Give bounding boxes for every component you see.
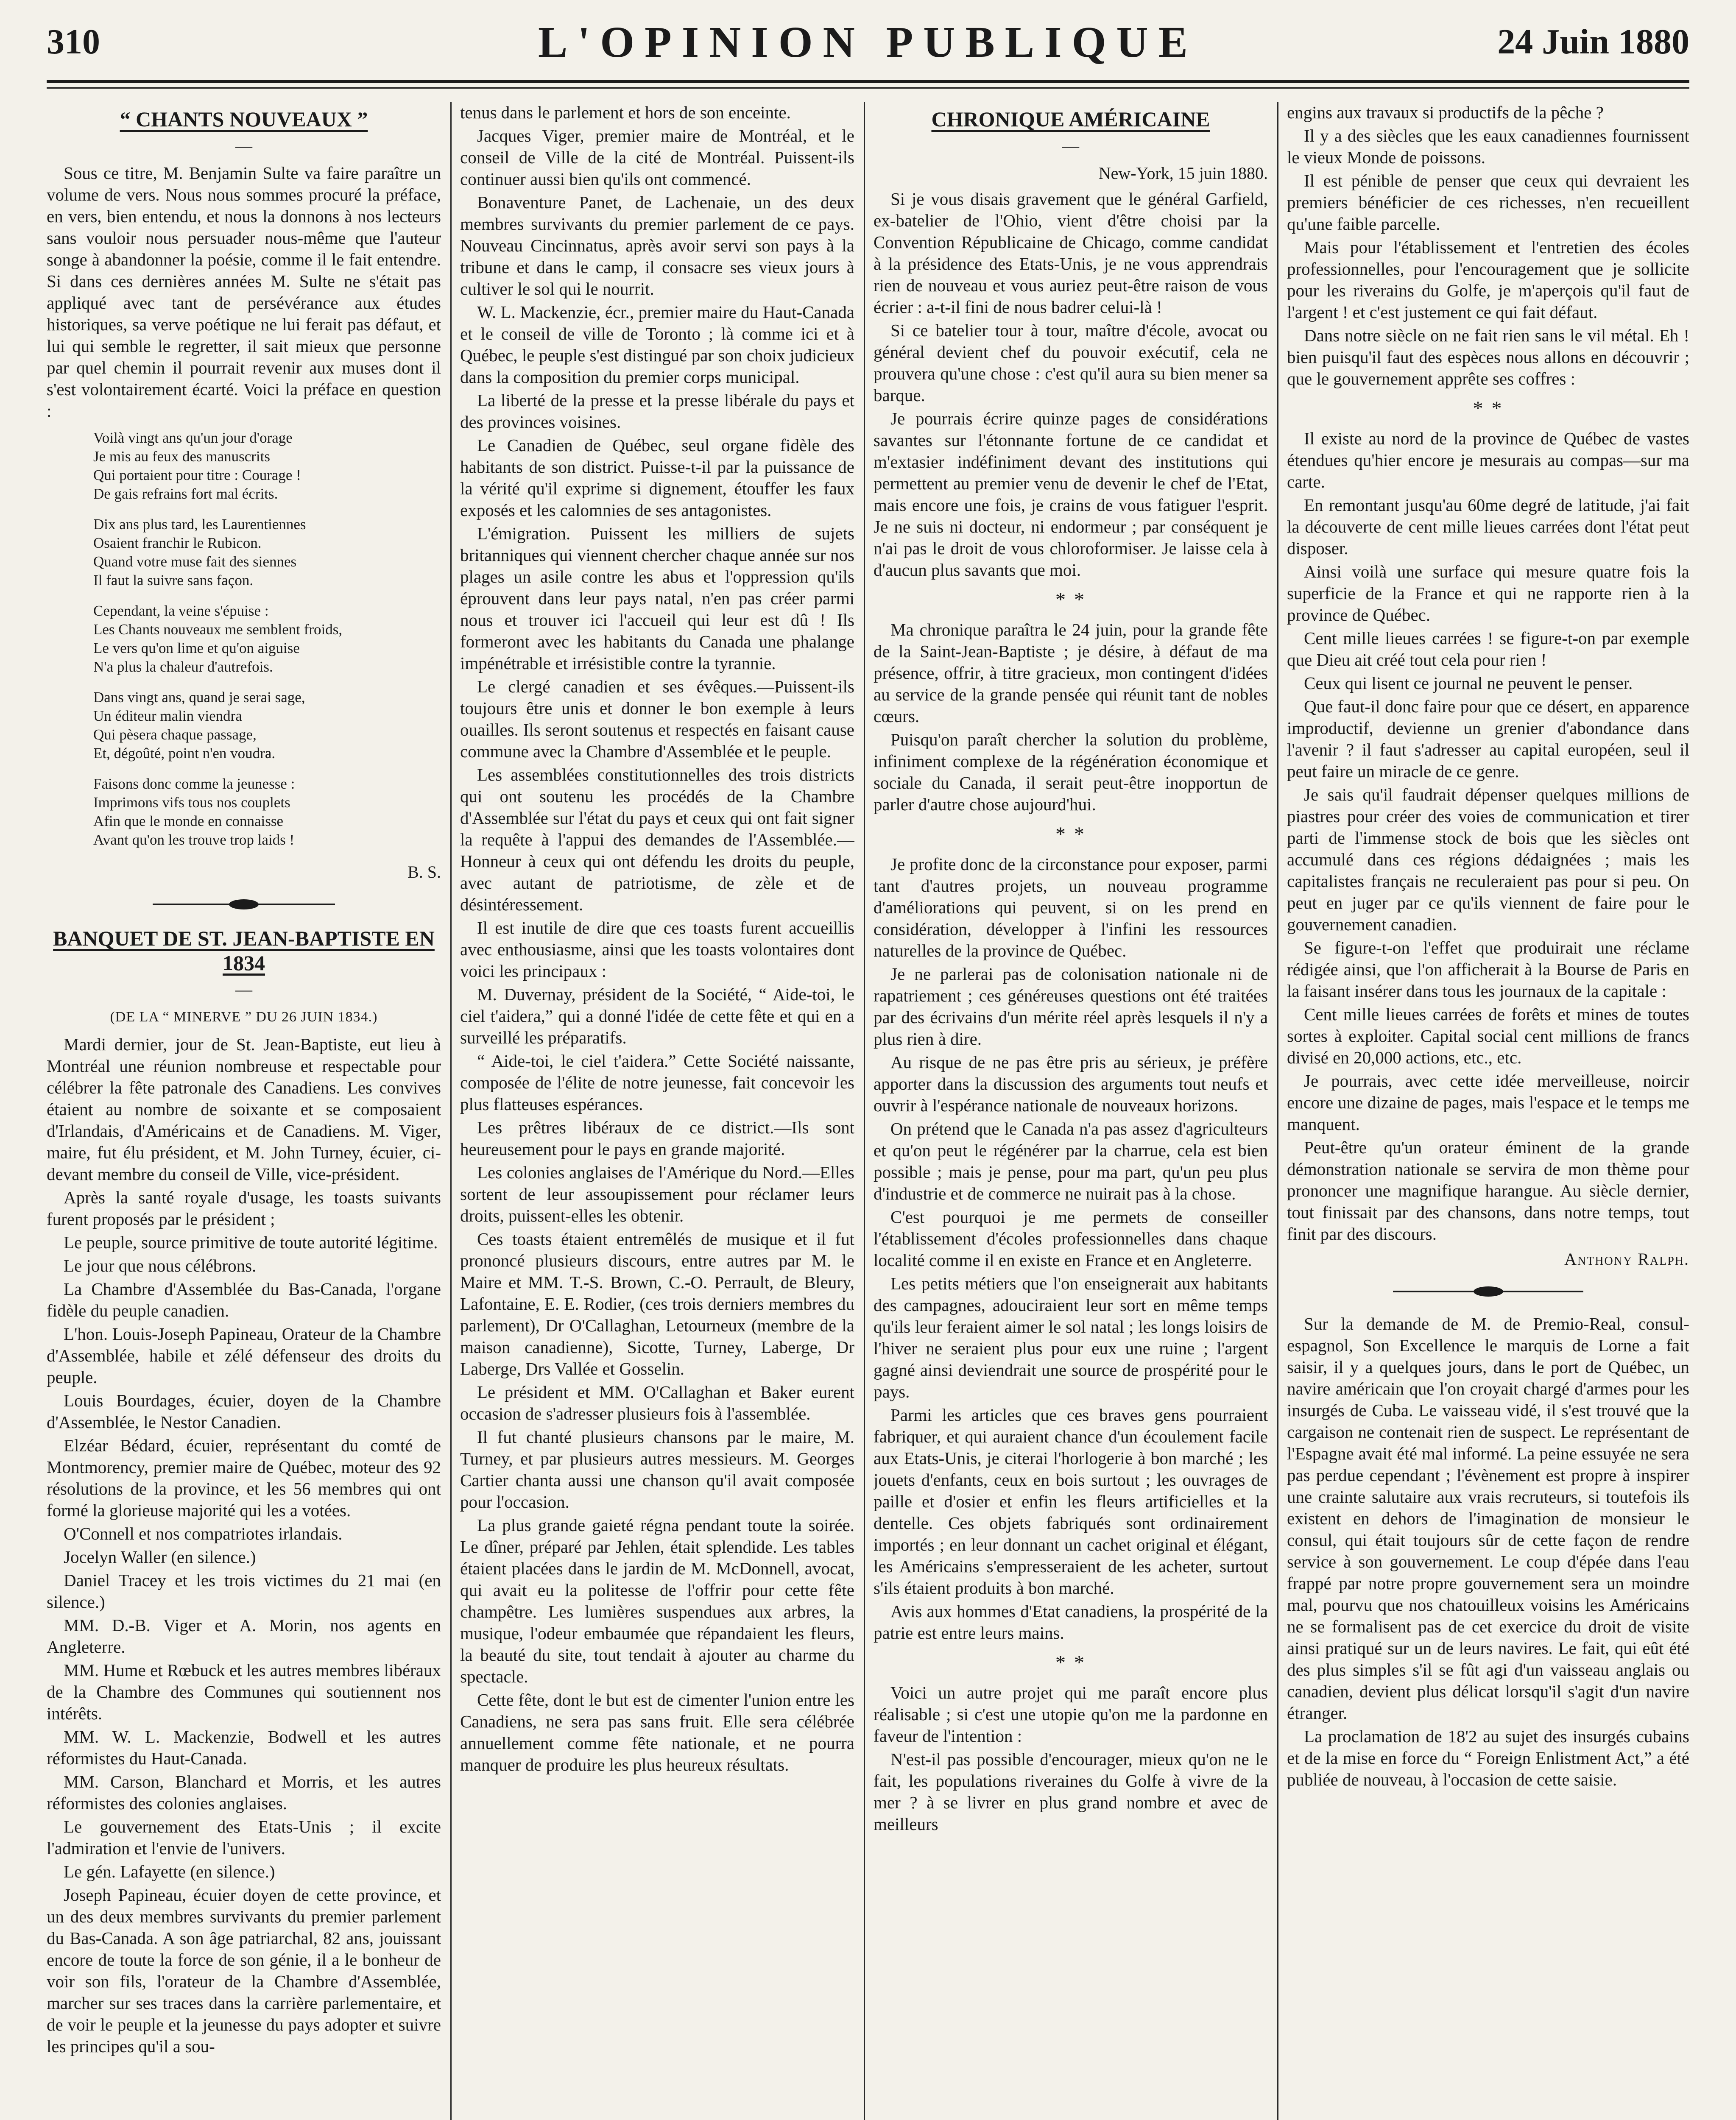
poem-line: Voilà vingt ans qu'un jour d'orage	[93, 430, 293, 446]
paragraph: Sur la demande de M. de Premio-Real, consul-espagnol, Son Excellence le marquis de Lorne a fait saisir, il y a quelques jours, dans le port de Québec, un navire américain que l'on croyait chargé d'armes pour les insurgés de Cuba. Le vaisseau vidé, il s'est trouvé que la cargaison ne contenait rien de suspect. Le représentant de l'Espagne avait été mal informé. La peine essuyée ne sera pas perdue cependant ; l'évènement est propre à inspirer une crainte salutaire aux vrais recruteurs, si toutefois ils existent en dehors de l'imagination de monsieur le consul, qui était toujours sûr de cette façon de rendre service à son gouvernement. Le coup d'épée dans l'eau frappé par notre propre gouvernement sera un moindre mal, pourvu que nos chatouilleux voisins les Américains ne se formalisent pas de cet exercice du droit de visite ainsi pratiqué sur un de leurs navires. Le fait, qui eût été des plus simples s'il se fût agi d'un vaisseau anglais ou canadien, devient plus délicat lorsqu'il s'agit d'un navire étranger.	[1287, 1314, 1689, 1723]
poem-stanza	[93, 515, 441, 590]
paragraph: Le gouvernement des Etats-Unis ; il excite l'admiration et l'envie de l'univers.	[47, 1817, 441, 1858]
paragraph: Cent mille lieues carrées de forêts et mines de toutes sortes à exploiter. Capital social cent millions de francs divisé en 20,000 actions, etc., etc.	[1287, 1004, 1689, 1067]
paragraph: Sous ce titre, M. Benjamin Sulte va faire paraître un volume de vers. Nous nous sommes procuré la préface, en vers, bien entendu, et nous la donnons à nos lecteurs sans vouloir nous persuader nous-même que l'auteur songe à abandonner la poésie, comme il le fait entendre. Si dans ces dernières années M. Sulte ne s'était pas appliqué avec tant de persévérance aux études historiques, sa verve poétique ne lui ferait pas défaut, et lui qui semble le regretter, il sait mieux que personne par quel chemin il pourrait revenir aux muses dont il s'est volontairement écarté. Voici la préface en question :	[47, 163, 441, 421]
article-source: (DE LA “ MINERVE ” DU 26 JUIN 1834.)	[110, 1009, 378, 1025]
paragraph: Daniel Tracey et les trois victimes du 21 mai (en silence.)	[47, 1570, 441, 1612]
paragraph: Il est inutile de dire que ces toasts furent accueillis avec enthousiasme, ainsi que les toasts volontaires dont voici les principaux :	[460, 918, 854, 981]
paragraph: On prétend que le Canada n'a pas assez d'agriculteurs et qu'on peut le régénérer par la charrue, cela est bien possible ; mais je pense, pour ma part, qu'un peu plus d'industrie et de commerce ne nuirait pas à la chose.	[874, 1119, 1268, 1203]
paragraph: Se figure-t-on l'effet que produirait une réclame rédigée ainsi, que l'on afficherait à la Bourse de Paris en la faisant insérer dans tous les journaux de la capitale :	[1287, 938, 1689, 1001]
paragraph: La Chambre d'Assemblée du Bas-Canada, l'organe fidèle du peuple canadien.	[47, 1279, 441, 1320]
paragraph: O'Connell et nos compatriotes irlandais.	[64, 1524, 343, 1543]
paragraph: Les colonies anglaises de l'Amérique du Nord.—Elles sortent de leur assoupissement pour réclamer leurs droits, puissent-elles les obtenir.	[460, 1163, 854, 1225]
heading-dash: —	[1062, 136, 1079, 155]
poem-line: Il faut la suivre sans façon.	[93, 572, 254, 589]
article-body	[47, 1034, 441, 2057]
paragraph: La liberté de la presse et la presse libérale du pays et des provinces voisines.	[460, 391, 854, 432]
poem-line: Quand votre muse fait des siennes	[93, 553, 297, 570]
paragraph: Louis Bourdages, écuier, doyen de la Chambre d'Assemblée, le Nestor Canadien.	[47, 1391, 441, 1432]
column-rule	[1277, 102, 1278, 2120]
paragraph: La proclamation de 18'2 au sujet des insurgés cubains et de la mise en force du “ Foreign Enlistment Act,” a été publiée de nouveau, à l'occasion de cette saisie.	[1287, 1727, 1689, 1789]
paragraph: Peut-être qu'un orateur éminent de la grande démonstration nationale se servira de mon thème pour prononcer une magnifique harangue. Au siècle dernier, tout finissait par des chansons, dans notre temps, tout finit par des discours.	[1287, 1138, 1689, 1244]
paragraph: Si je vous disais gravement que le général Garfield, ex-batelier de l'Ohio, vient d'être choisi par la Convention Républicaine de Chicago, comme candidat à la présidence des Etats-Unis, je ne vous apprendrais rien de nouveau et vous auriez peut-être raison de vous écrier : a-t-il fini de nous badrer celui-là !	[874, 189, 1268, 317]
poem-line: Les Chants nouveaux me semblent froids,	[93, 621, 343, 638]
paragraph: Je profite donc de la circonstance pour exposer, parmi tant d'autres projets, un nouveau programme d'améliorations qui peuvent, si on les prend en considération, développer à l'infini les ressources naturelles de la province de Québec.	[874, 854, 1268, 960]
poem-line: Imprimons vifs tous nos couplets	[93, 794, 290, 811]
page-number: 310	[47, 22, 100, 61]
paragraph: Je pourrais écrire quinze pages de considérations savantes sur l'étonnante fortune de ce candidat et m'extasier indéfiniment devant des institutions qui permettent au premier venu de devenir le chef de l'Etat, mais encore une fois, je crains de vous fatiguer l'esprit. Je ne suis ni docteur, ni endormeur ; par conséquent je n'ai pas le droit de vous chloroformiser. Je laisse cela à d'aucun plus savants que moi.	[874, 409, 1268, 580]
paragraph: Il fut chanté plusieurs chansons par le maire, M. Turney, et par plusieurs autres messieurs. M. Georges Cartier chanta aussi une chanson qu'il avait composée pour l'occasion.	[460, 1427, 854, 1512]
article-body	[874, 854, 1268, 1644]
paragraph: Joseph Papineau, écuier doyen de cette province, et un des deux membres survivants du premier parlement du Bas-Canada. A son âge patriarchal, 82 ans, jouissant encore de toute la force de son génie, il a le bonheur de voir son fils, l'orateur de la Chambre d'Assemblée, marcher sur ses traces dans la carrière parlementaire, et de voir le peuple et la jeunesse du pays adopter et suivre les principes qu'il a sou-	[47, 1885, 441, 2056]
paragraph: Les assemblées constitutionnelles des trois districts qui ont soutenu les procédés de la Chambre d'Assemblée sur l'état du pays et ceux qui ont fait signer la requête à l'appui des demandes de l'Assemblée.—Honneur à ceux qui ont défendu les droits du peuple, avec autant de patriotisme, de zèle et de désintéressement.	[460, 765, 854, 914]
column-4	[1287, 102, 1689, 2120]
paragraph: Au risque de ne pas être pris au sérieux, je préfère apporter dans la discussion des arguments tout neufs et ouvrir à l'espérance nationale de nouveaux horizons.	[874, 1052, 1268, 1115]
paragraph: Voici un autre projet qui me paraît encore plus réalisable ; si c'est une utopie qu'on me la pardonne en faveur de l'intention :	[874, 1683, 1268, 1746]
paragraph: Ma chronique paraîtra le 24 juin, pour la grande fête de la Saint-Jean-Baptiste ; je désire, à défaut de ma présence, offrir, à titre gracieux, mon contingent d'idées au service de la grande pensée qui réunit tant de nobles cœurs.	[874, 620, 1268, 726]
paragraph: Mais pour l'établissement et l'entretien des écoles professionnelles, pour l'encouragement que je sollicite pour les riverains du Golfe, je m'aperçois qu'il faut de l'argent ! et c'est justement ce qui fait défaut.	[1287, 237, 1689, 322]
poem-line: Avant qu'on les trouve trop laids !	[93, 831, 295, 848]
article-body	[1287, 1313, 1689, 1791]
paragraph: Le gén. Lafayette (en silence.)	[64, 1862, 275, 1881]
poem-stanza	[93, 775, 441, 849]
masthead-rule-thin	[47, 87, 1689, 89]
article-heading: CHRONIQUE AMÉRICAINE	[931, 107, 1210, 131]
paragraph: M. Duvernay, président de la Société, “ Aide-toi, le ciel t'aidera,” qui a donné l'idée de cette fête et qui en a surveillé les préparatifs.	[460, 985, 854, 1047]
paragraph: Je ne parlerai pas de colonisation nationale ni de rapatriement ; ces généreuses questions ont été traitées par des écrivains d'un mérite réel après lesquels il n'y a plus rien à dire.	[874, 964, 1268, 1049]
article-heading: BANQUET DE ST. JEAN-BAPTISTE EN 1834	[53, 926, 435, 975]
paragraph: Puisqu'on paraît chercher la solution du problème, infiniment complexe de la régénération économique et sociale du Canada, il serait peut-être inopportun de parler d'autre chose aujourd'hui.	[874, 730, 1268, 814]
paragraph: L'hon. Louis-Joseph Papineau, Orateur de la Chambre d'Assemblée, habile et zélé défenseur des droits du peuple.	[47, 1324, 441, 1387]
paragraph: Le Canadien de Québec, seul organe fidèle des habitants de son district. Puisse-t-il par la puissance de la vérité qu'il exprime si dignement, étouffer les faux exposés et les calomnies de ses antagonistes.	[460, 435, 854, 520]
poem-stanza	[93, 429, 441, 503]
paragraph: Elzéar Bédard, écuier, représentant du comté de Montmorency, premier maire de Québec, moteur des 92 résolutions de la province, et les 56 membres qui ont formé la glorieuse majorité qui les a votées.	[47, 1436, 441, 1520]
newspaper-title: L'OPINION PUBLIQUE	[538, 18, 1198, 67]
paragraph: Cette fête, dont le but est de cimenter l'union entre les Canadiens, ne sera pas sans fruit. Elle sera célébrée annuellement comme fête nationale, et ne pourra manquer de produire les plus heureux résultats.	[460, 1690, 854, 1774]
section-ornament	[47, 894, 441, 915]
section-stars: * *	[1055, 823, 1086, 845]
column-rule	[864, 102, 865, 2120]
paragraph: MM. Hume et Rœbuck et les autres membres libéraux de la Chambre des Communes qui soutiennent nos intérêts.	[47, 1660, 441, 1723]
paragraph: Ces toasts étaient entremêlés de musique et il fut prononcé plusieurs discours, entre autres par M. le Maire et MM. T.-S. Brown, C.-O. Perrault, de Bleury, Lafontaine, E. E. Rodier, (ces trois derniers membres du parlement), Dr O'Callaghan, Letourneux (membre de la maison canadienne), Sicotte, Turney, Laberge, Dr Laberge, Drs Vallée et Gosselin.	[460, 1229, 854, 1378]
paragraph: Jacques Viger, premier maire de Montréal, et le conseil de Ville de la cité de Montréal. Puissent-ils continuer aussi bien qu'ils ont commencé.	[460, 126, 854, 189]
paragraph: MM. D.-B. Viger et A. Morin, nos agents en Angleterre.	[47, 1615, 441, 1657]
article-body	[1287, 428, 1689, 1245]
paragraph: La plus grande gaieté régna pendant toute la soirée. Le dîner, préparé par Jehlen, était splendide. Les tables étaient placées dans le jardin de M. McDonnell, avocat, qui avait eu la politesse de l'offrir pour cette fête champêtre. Les lumières suspendues aux arbres, la musique, l'odeur embaumée que répandaient les fleurs, la beauté du site, tout tendait à ajouter au charme du spectacle.	[460, 1515, 854, 1686]
poem	[93, 429, 441, 849]
paragraph: Les prêtres libéraux de ce district.—Ils sont heureusement pour le pays en grande majorité.	[460, 1118, 854, 1159]
poem-line: Qui pèsera chaque passage,	[93, 726, 257, 743]
heading-dash: —	[235, 136, 252, 155]
heading-dash: —	[235, 980, 252, 999]
paragraph: Il est pénible de penser que ceux qui devraient les premiers bénéficier de ces richesses, n'en recueillent qu'une faible parcelle.	[1287, 171, 1689, 234]
paragraph: Il existe au nord de la province de Québec de vastes étendues qu'hier encore je mesurais au compas—sur ma carte.	[1287, 429, 1689, 491]
poem-stanza	[93, 688, 441, 763]
poem-line: Cependant, la veine s'épuise :	[93, 603, 269, 619]
paragraph: Le jour que nous célébrons.	[64, 1256, 257, 1275]
paragraph: engins aux travaux si productifs de la pêche ?	[1287, 103, 1604, 122]
paragraph: Que faut-il donc faire pour que ce désert, en apparence improductif, devienne un grenier d'abondance dans l'avenir ? il faut s'adresser au capital européen, seul il peut faire un miracle de ce genre.	[1287, 697, 1689, 781]
paragraph: Ceux qui lisent ce journal ne peuvent le penser.	[1304, 673, 1633, 693]
poem-line: Qui portaient pour titre : Courage !	[93, 467, 301, 483]
paragraph: Ainsi voilà une surface qui mesure quatre fois la superficie de la France et qui ne rapporte rien à la province de Québec.	[1287, 562, 1689, 625]
poem-line: Et, dégoûté, point n'en voudra.	[93, 745, 276, 762]
paragraph: Si ce batelier tour à tour, maître d'école, avocat ou général devient chef du pouvoir exécutif, cela ne prouvera qu'une chose : c'est qu'il aura su bien mener sa barque.	[874, 321, 1268, 405]
paragraph: Le clergé canadien et ses évêques.—Puissent-ils toujours être unis et donner le bon exemple à leurs ouailles. Ils seront soutenus et respectés en faisant cause commune avec la Chambre d'Assemblée et le peuple.	[460, 677, 854, 761]
article-body	[460, 102, 854, 1776]
article-body	[874, 1682, 1268, 1835]
issue-date: 24 Juin 1880	[1497, 22, 1689, 61]
paragraph: C'est pourquoi je me permets de conseiller l'établissement d'écoles professionnelles dans chaque localité comme il en existe en France et en Angleterre.	[874, 1207, 1268, 1270]
poem-line: Osaient franchir le Rubicon.	[93, 535, 262, 551]
paragraph: Mardi dernier, jour de St. Jean-Baptiste, eut lieu à Montréal une réunion nombreuse et respectable pour célébrer la fête patronale des Canadiens. Les convives étaient au nombre de soixante et se composaient d'Irlandais, d'Américains et de Canadiens. M. Viger, maire, fut élu président, et M. John Turney, écuier, ci-devant membre du conseil de Ville, vice-président.	[47, 1035, 441, 1184]
paragraph: Cent mille lieues carrées ! se figure-t-on par exemple que Dieu ait créé tout cela pour rien !	[1287, 628, 1689, 669]
poem-line: N'a plus la chaleur d'autrefois.	[93, 658, 273, 675]
poem-line: Dix ans plus tard, les Laurentiennes	[93, 516, 306, 533]
paragraph: Le président et MM. O'Callaghan et Baker eurent occasion de s'adresser plusieurs fois à l'assemblée.	[460, 1382, 854, 1423]
paragraph: MM. W. L. Mackenzie, Bodwell et les autres réformistes du Haut-Canada.	[47, 1727, 441, 1768]
poem-line: Le vers qu'on lime et qu'on aiguise	[93, 640, 300, 656]
paragraph: Jocelyn Waller (en silence.)	[64, 1547, 256, 1567]
paragraph: N'est-il pas possible d'encourager, mieux qu'on ne le fait, les populations riveraines du Golfe à vivre de la mer ? à se livrer en plus grand nombre et avec de meilleurs	[874, 1749, 1268, 1834]
paragraph: Après la santé royale d'usage, les toasts suivants furent proposés par le président ;	[47, 1188, 441, 1229]
paragraph: L'émigration. Puissent les milliers de sujets britanniques qui viennent chercher chaque année sur nos plages un asile contre les abus et l'oppression qu'ils éprouvent dans leur pays natal, n'en pas créer parmi nous et trouver ici l'accueil qui leur est dû ! Ils formeront avec les habitants du Canada une phalange impénétrable et irrésistible contre la tyrannie.	[460, 524, 854, 673]
paragraph: En remontant jusqu'au 60me degré de latitude, j'ai fait la découverte de cent mille lieues carrées dont l'état peut disposer.	[1287, 495, 1689, 558]
masthead	[47, 17, 1689, 68]
paragraph: Bonaventure Panet, de Lachenaie, un des deux membres survivants du premier parlement de ce pays. Nouveau Cincinnatus, après avoir servi son pays à la tribune et dans le camp, il consacre ses vieux jours à cultiver le sol qui le nourrit.	[460, 192, 854, 298]
column-2	[460, 102, 854, 2120]
signature: Anthony Ralph.	[1564, 1250, 1689, 1269]
poem-line: Je mis au feux des manuscrits	[93, 448, 270, 465]
paragraph: Parmi les articles que ces braves gens pourraient fabriquer, et qui auraient chance d'un écoulement facile aux Etats-Unis, je citerai l'horlogerie à bon marché ; les jouets d'enfants, ceux en bois surtout ; les ouvrages de paille et d'osier et enfin les fleurs artificielles et la dentelle. Ces objets fabriqués sont ordinairement importés ; en leur donnant un cachet original et élégant, les Américains s'empresseraient de les acheter, surtout s'ils étaient produits à bon marché.	[874, 1405, 1268, 1598]
section-stars: * *	[1473, 397, 1504, 420]
poem-stanza	[93, 602, 441, 676]
article-heading: “ CHANTS NOUVEAUX ”	[120, 107, 368, 131]
paragraph: Le peuple, source primitive de toute autorité légitime.	[64, 1233, 438, 1252]
article-body	[874, 188, 1268, 581]
section-stars: * *	[1055, 1651, 1086, 1674]
paragraph: Je sais qu'il faudrait dépenser quelques millions de piastres pour créer des voies de communication et tirer parti de l'immense stock de bois que les siècles ont accumulé dans ces régions dédaignées ; mais les capitalistes français ne reculeraient pas pour si peu. On peut en juger par ce qu'ils viennent de faire pour le gouvernement canadien.	[1287, 785, 1689, 934]
paragraph: MM. Carson, Blanchard et Morris, et les autres réformistes des colonies anglaises.	[47, 1772, 441, 1813]
paragraph: W. L. Mackenzie, écr., premier maire du Haut-Canada et le conseil de ville de Toronto ; là comme ici et à Québec, le peuple s'est distingué par son choix judicieux dans la composition du premier corps municipal.	[460, 302, 854, 387]
dateline: New-York, 15 juin 1880.	[1098, 164, 1268, 183]
paragraph: Dans notre siècle on ne fait rien sans le vil métal. Eh ! bien puisqu'il faut des espèces nous allons en découvrir ; que le gouvernement apprête ses coffres :	[1287, 326, 1689, 388]
poem-line: Dans vingt ans, quand je serai sage,	[93, 689, 305, 706]
article-body	[874, 619, 1268, 815]
paragraph: tenus dans le parlement et hors de son enceinte.	[460, 103, 791, 122]
article-body	[1287, 102, 1689, 390]
paragraph: Il y a des siècles que les eaux canadiennes fournissent le vieux Monde de poissons.	[1287, 126, 1689, 167]
column-rule	[450, 102, 452, 2120]
section-stars: * *	[1055, 589, 1086, 611]
paragraph: “ Aide-toi, le ciel t'aidera.” Cette Société naissante, composée de l'élite de notre jeunesse, fait concevoir les plus flatteuses espérances.	[460, 1051, 854, 1114]
paragraph: Les petits métiers que l'on enseignerait aux habitants des campagnes, adouciraient leur sort en même temps qu'ils leur feraient aimer le sol natal ; les longs loisirs de l'hiver ne seraient plus pour eux une ruine ; l'argent gagné ainsi deviendrait une source de prospérité pour le pays.	[874, 1274, 1268, 1401]
paragraph: Je pourrais, avec cette idée merveilleuse, noircir encore une dizaine de pages, mais l'espace et le temps me manquent.	[1287, 1071, 1689, 1134]
section-ornament	[1287, 1281, 1689, 1302]
poem-line: Afin que le monde en connaisse	[93, 813, 284, 829]
poem-line: Un éditeur malin viendra	[93, 708, 242, 724]
paragraph: Avis aux hommes d'Etat canadiens, la prospérité de la patrie est entre leurs mains.	[874, 1601, 1268, 1643]
signature: B. S.	[407, 862, 441, 881]
column-3	[874, 102, 1268, 2120]
masthead-rule	[47, 80, 1689, 83]
poem-line: De gais refrains fort mal écrits.	[93, 485, 278, 502]
column-1	[47, 102, 441, 2120]
poem-line: Faisons donc comme la jeunesse :	[93, 775, 295, 792]
